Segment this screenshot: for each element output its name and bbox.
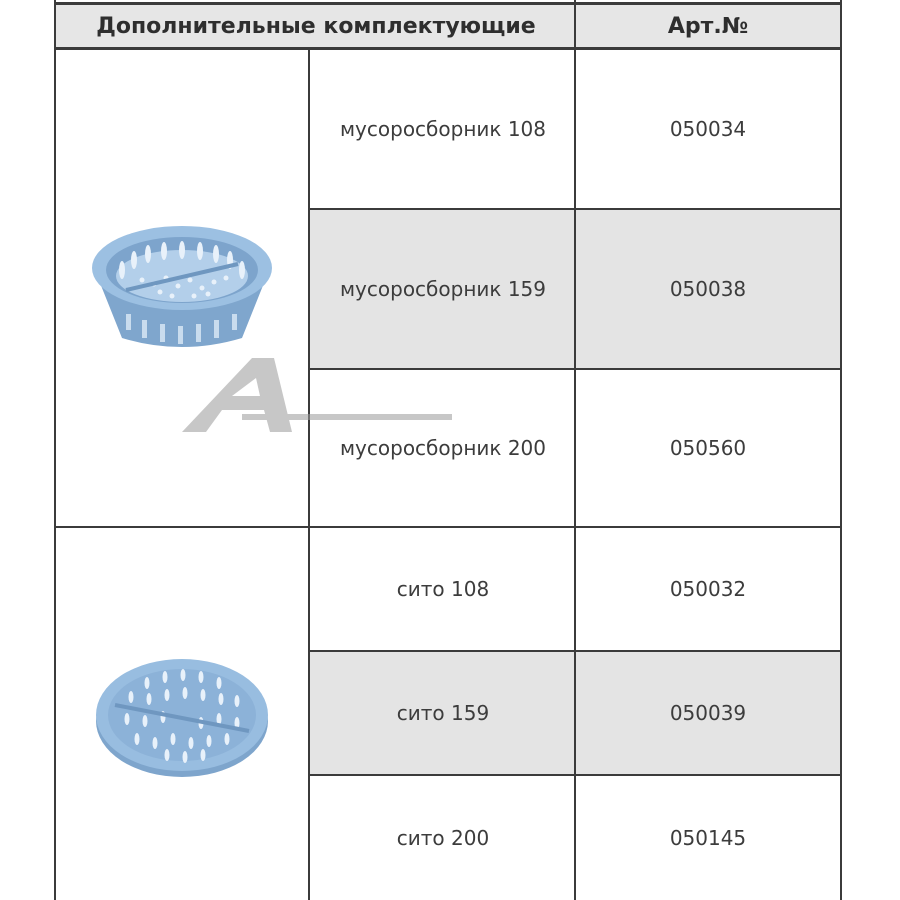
header-accessories [56, 2, 576, 50]
item-name: мусоросборник 108 [339, 117, 547, 141]
article-number: 050038 [669, 277, 747, 301]
item-name: сито 159 [396, 701, 490, 725]
row-article [576, 528, 840, 650]
article-number: 050032 [669, 577, 747, 601]
row-name [310, 652, 576, 774]
divider [308, 650, 842, 652]
row-name [310, 370, 576, 526]
row-name [310, 776, 576, 900]
article-number: 050145 [669, 826, 747, 850]
item-name: сито 108 [396, 577, 490, 601]
row-name [310, 50, 576, 208]
drain-basket-icon [82, 218, 282, 358]
product-image-sieve [56, 528, 308, 900]
product-image-basket [56, 50, 308, 526]
header-article-number [576, 2, 840, 50]
divider [308, 368, 842, 370]
row-article [576, 370, 840, 526]
drain-sieve-icon [87, 639, 277, 789]
row-article [576, 652, 840, 774]
article-number: 050039 [669, 701, 747, 725]
row-article [576, 776, 840, 900]
item-name: мусоросборник 200 [339, 436, 547, 460]
header-article-number-label: Арт.№ [667, 13, 749, 39]
row-article [576, 210, 840, 368]
row-name [310, 210, 576, 368]
item-name: сито 200 [396, 826, 490, 850]
item-name: мусоросборник 159 [339, 277, 547, 301]
article-number: 050034 [669, 117, 747, 141]
divider [308, 774, 842, 776]
row-article [576, 50, 840, 208]
divider [308, 50, 310, 900]
header-accessories-label: Дополнительные комплектующие [96, 13, 536, 39]
divider [574, 0, 576, 900]
divider [308, 208, 842, 210]
article-number: 050560 [669, 436, 747, 460]
row-name [310, 528, 576, 650]
